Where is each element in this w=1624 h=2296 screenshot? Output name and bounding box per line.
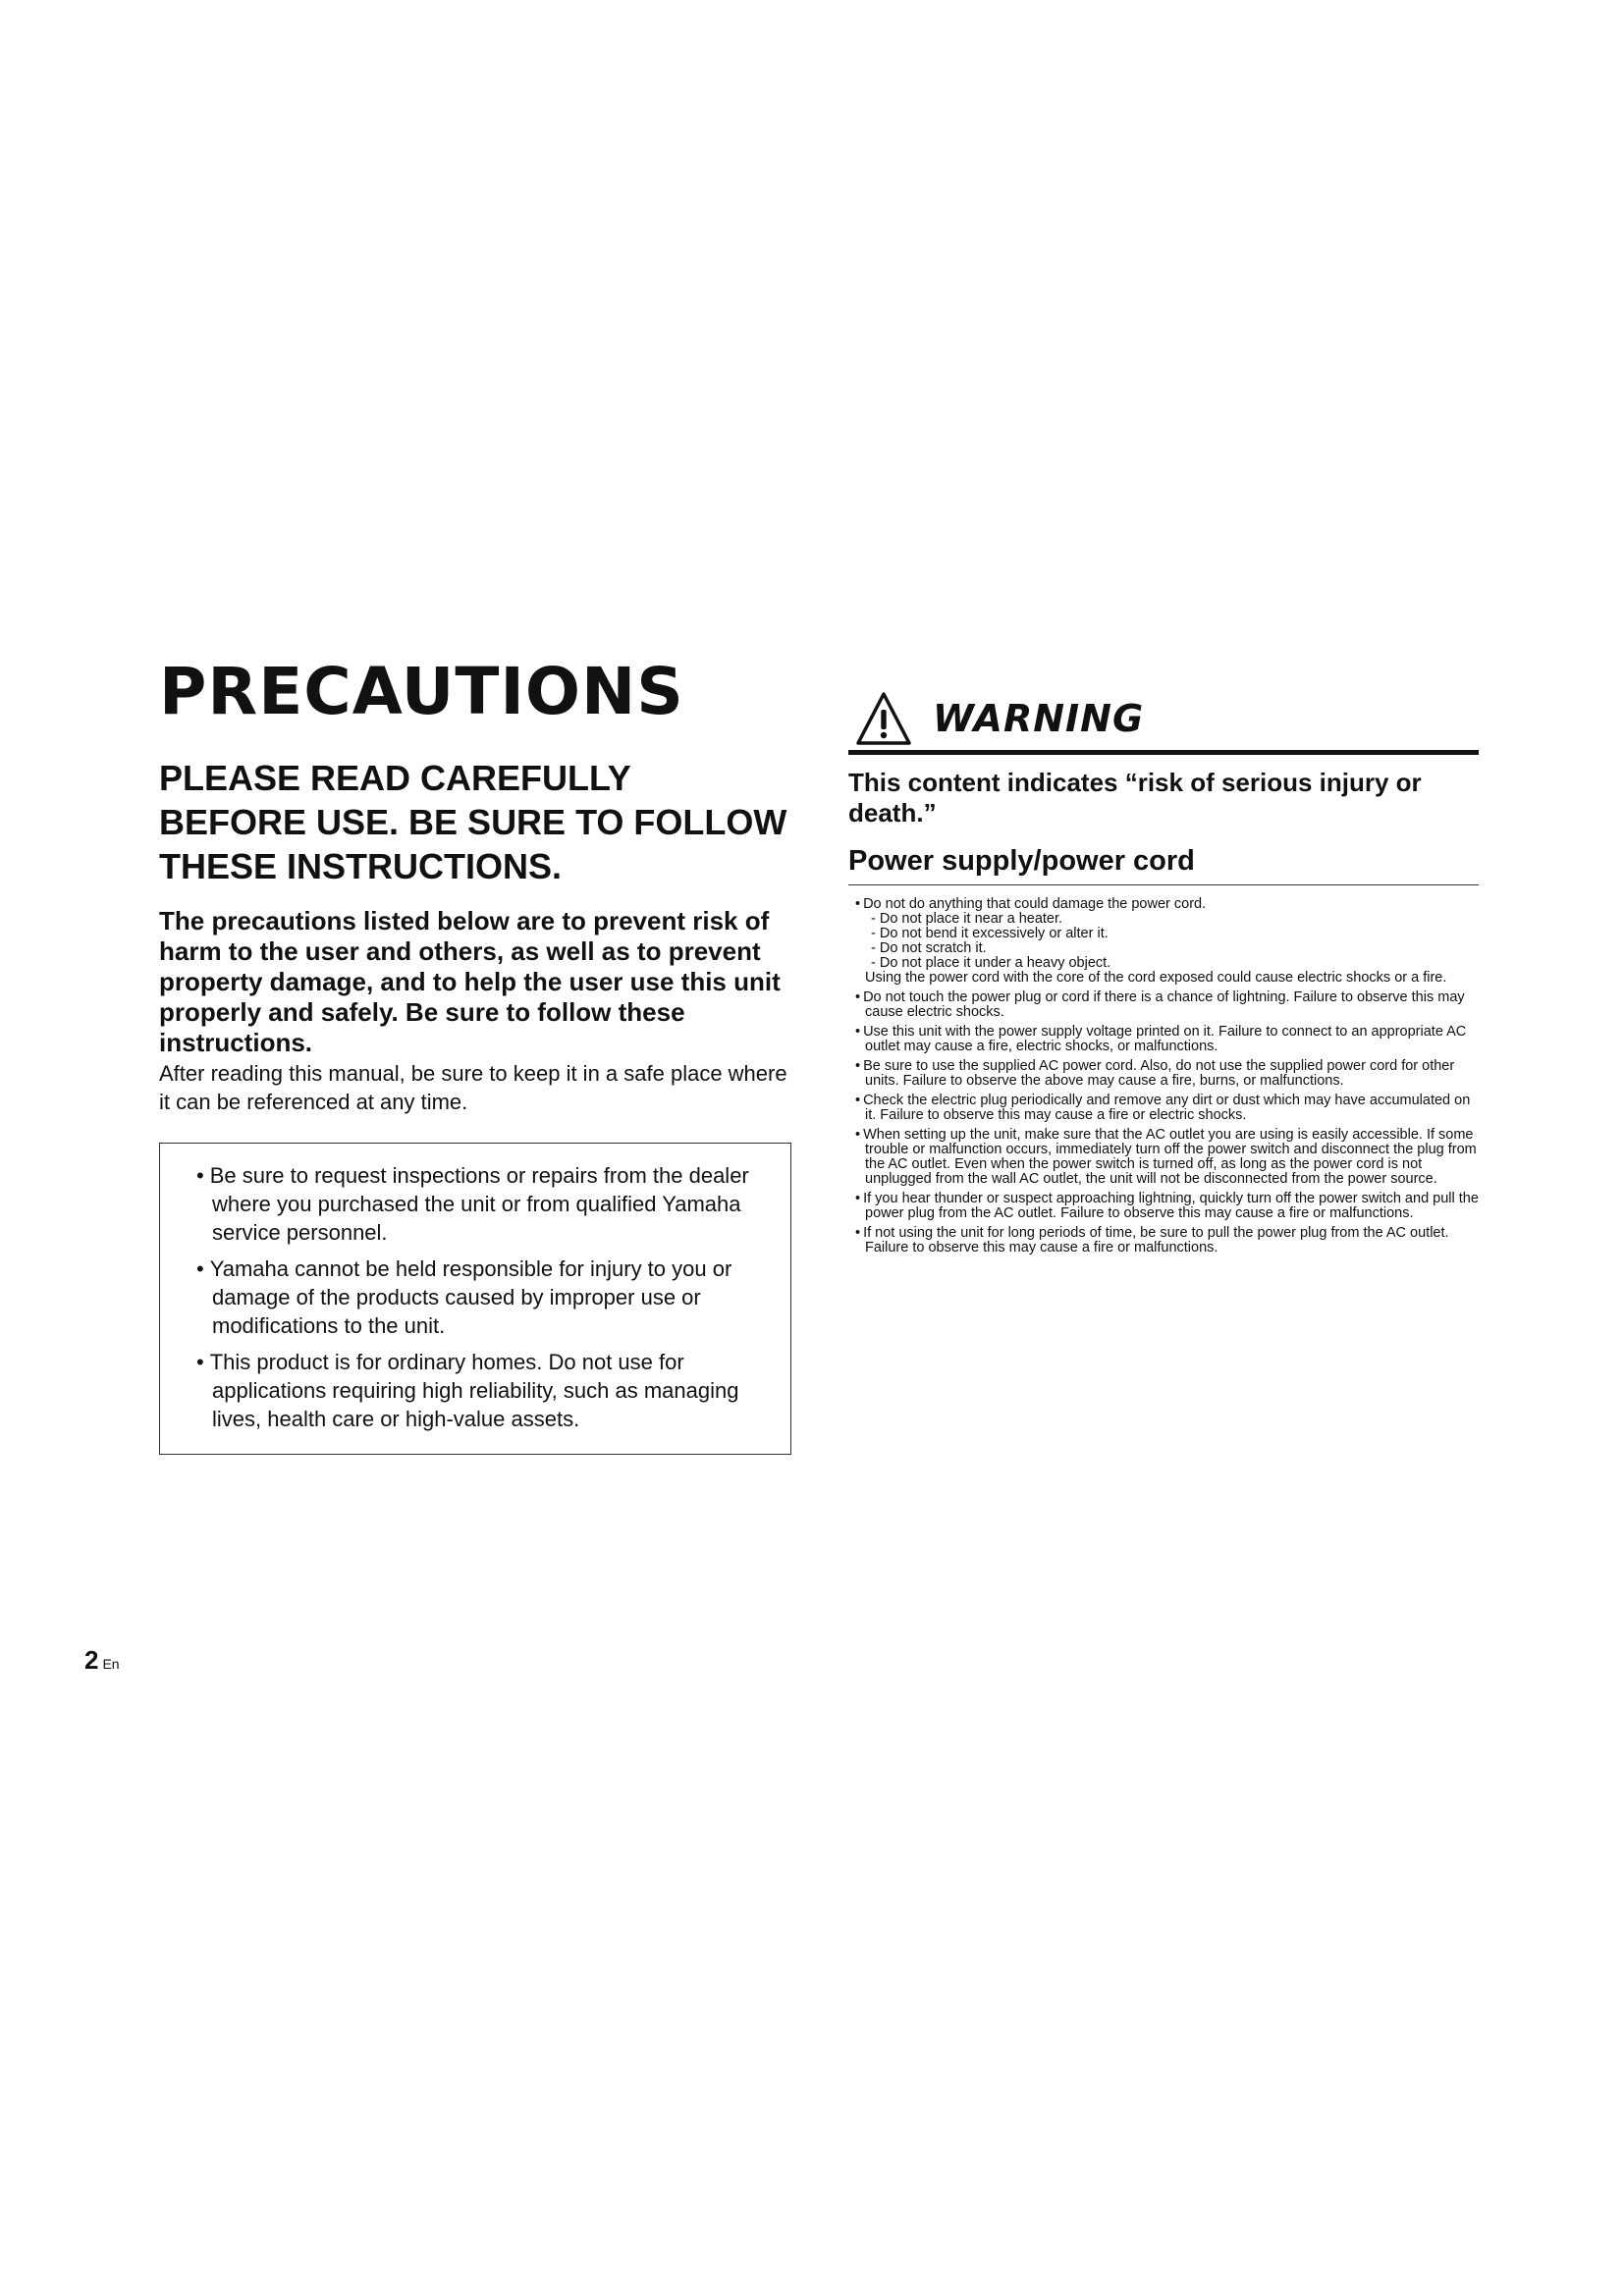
intro-paragraph: After reading this manual, be sure to keep it in a safe place where it can be referenced at any time. [159, 1061, 787, 1114]
warning-sub-item: - Do not scratch it. [871, 940, 987, 956]
warning-item-text: If not using the unit for long periods of time, be sure to pull the power plug from the AC outlet. Failure to observe this may cause a fire or malfunctions. [863, 1225, 1449, 1255]
warning-item: • If you hear thunder or suspect approaching lightning, quickly turn off the power switch and pull the power plug from the AC outlet. Failure to observe this may cause a fire or malfunctions. [855, 1191, 1479, 1221]
warning-sub-list [865, 912, 1479, 971]
precautions-column [159, 654, 791, 1431]
warning-list [848, 897, 1479, 1255]
notice-text: Yamaha cannot be held responsible for injury to you or damage of the products caused by improper use or modifications to the unit. [209, 1256, 732, 1338]
warning-note: This content indicates “risk of serious injury or death.” [848, 768, 1422, 828]
warning-column [848, 687, 1479, 1260]
warning-sub-item: - Do not place it near a heater. [871, 911, 1063, 927]
warning-header [848, 687, 1479, 755]
warning-item-text: Check the electric plug periodically and remove any dirt or dust which may have accumulated on it. Failure to observe this may cause a fire or electric shocks. [863, 1093, 1471, 1123]
notice-item: • Be sure to request inspections or repairs from the dealer where you purchased the unit or from qualified Yamaha service personnel. [196, 1163, 749, 1245]
notice-text: Be sure to request inspections or repairs from the dealer where you purchased the unit or from qualified Yamaha service personnel. [209, 1163, 749, 1245]
warning-item: • When setting up the unit, make sure that the AC outlet you are using is easily accessible. If some trouble or malfunction occurs, immediately turn off the power switch and disconnect the plug from the AC outlet. Even when the power switch is turned off, as long as the power cord is not unplugged from the wall AC outlet, the unit will not be disconnected from the power source. [855, 1127, 1477, 1187]
warning-item-text: When setting up the unit, make sure that the AC outlet you are using is easily accessible. If some trouble or malfunction occurs, immediately turn off the power switch and disconnect the plug from the AC outlet. Even when the power switch is turned off, as long as the power cord is not unplugged from the wall AC outlet, the unit will not be disconnected from the power source. [863, 1127, 1477, 1187]
warning-item: • Check the electric plug periodically and remove any dirt or dust which may have accumulated on it. Failure to observe this may cause a fire or electric shocks. [855, 1093, 1471, 1123]
notice-list [178, 1161, 771, 1433]
page-title: PRECAUTIONS [159, 654, 684, 729]
warning-triangle-icon [854, 690, 913, 747]
page-language: En [102, 1656, 120, 1672]
warning-item-text: Do not touch the power plug or cord if there is a chance of lightning. Failure to observe this may cause electric shocks. [863, 989, 1465, 1020]
warning-item: • Be sure to use the supplied AC power cord. Also, do not use the supplied power cord for other units. Failure to observe the above may cause a fire, burns, or malfunctions. [855, 1058, 1455, 1089]
warning-item: • Do not touch the power plug or cord if there is a chance of lightning. Failure to observe this may cause electric shocks. [855, 989, 1465, 1020]
warning-sub-text: Do not scratch it. [879, 940, 987, 956]
warning-item-text: Use this unit with the power supply voltage printed on it. Failure to connect to an appropriate AC outlet may cause a fire, electric shocks, or malfunctions. [863, 1024, 1467, 1054]
notice-item: • This product is for ordinary homes. Do not use for applications requiring high reliability, such as managing lives, health care or high-value assets. [196, 1350, 739, 1431]
warning-label: WARNING [933, 697, 1145, 740]
page-number [84, 1645, 120, 1676]
warning-sub-text: Do not place it near a heater. [879, 911, 1063, 927]
warning-item-text: Do not do anything that could damage the power cord. [863, 896, 1207, 912]
warning-sub-text: Do not bend it excessively or alter it. [879, 926, 1109, 941]
notice-text: This product is for ordinary homes. Do not use for applications requiring high reliability, such as managing lives, health care or high-value assets. [209, 1350, 739, 1431]
warning-item: • Use this unit with the power supply voltage printed on it. Failure to connect to an appropriate AC outlet may cause a fire, electric shocks, or malfunctions. [855, 1024, 1467, 1054]
warning-item-tail: Using the power cord with the core of the cord exposed could cause electric shocks or a fire. [865, 970, 1447, 986]
warning-item-text: If you hear thunder or suspect approaching lightning, quickly turn off the power switch and pull the power plug from the AC outlet. Failure to observe this may cause a fire or malfunctions. [863, 1191, 1479, 1221]
notice-item: • Yamaha cannot be held responsible for injury to you or damage of the products caused by improper use or modifications to the unit. [196, 1256, 732, 1338]
warning-sub-item: - Do not bend it excessively or alter it. [871, 926, 1109, 941]
page-number-value: 2 [84, 1645, 99, 1675]
warning-item-text: Be sure to use the supplied AC power cord. Also, do not use the supplied power cord for other units. Failure to observe the above may cause a fire, burns, or malfunctions. [863, 1058, 1455, 1089]
read-carefully-subtitle: PLEASE READ CAREFULLY BEFORE USE. BE SURE TO FOLLOW THESE INSTRUCTIONS. [159, 758, 787, 886]
intro-bold-paragraph: The precautions listed below are to prevent risk of harm to the user and others, as well as to prevent property damage, and to help the user use this unit properly and safely. Be sure to follow these instructions. [159, 906, 781, 1057]
notice-box [159, 1143, 791, 1455]
warning-sub-item: - Do not place it under a heavy object. [871, 955, 1111, 971]
warning-item: • If not using the unit for long periods of time, be sure to pull the power plug from the AC outlet. Failure to observe this may cause a fire or malfunctions. [855, 1225, 1449, 1255]
warning-item: • Do not do anything that could damage the power cord. - Do not place it near a heater. - Do not bend it excessively or alter it. - Do not scratch it. - Do not place it under a heavy object. Using the power cord with the core of the cord exposed could cause electric shocks or a fire. [848, 897, 1479, 986]
warning-sub-text: Do not place it under a heavy object. [879, 955, 1111, 971]
section-heading: Power supply/power cord [848, 844, 1479, 885]
